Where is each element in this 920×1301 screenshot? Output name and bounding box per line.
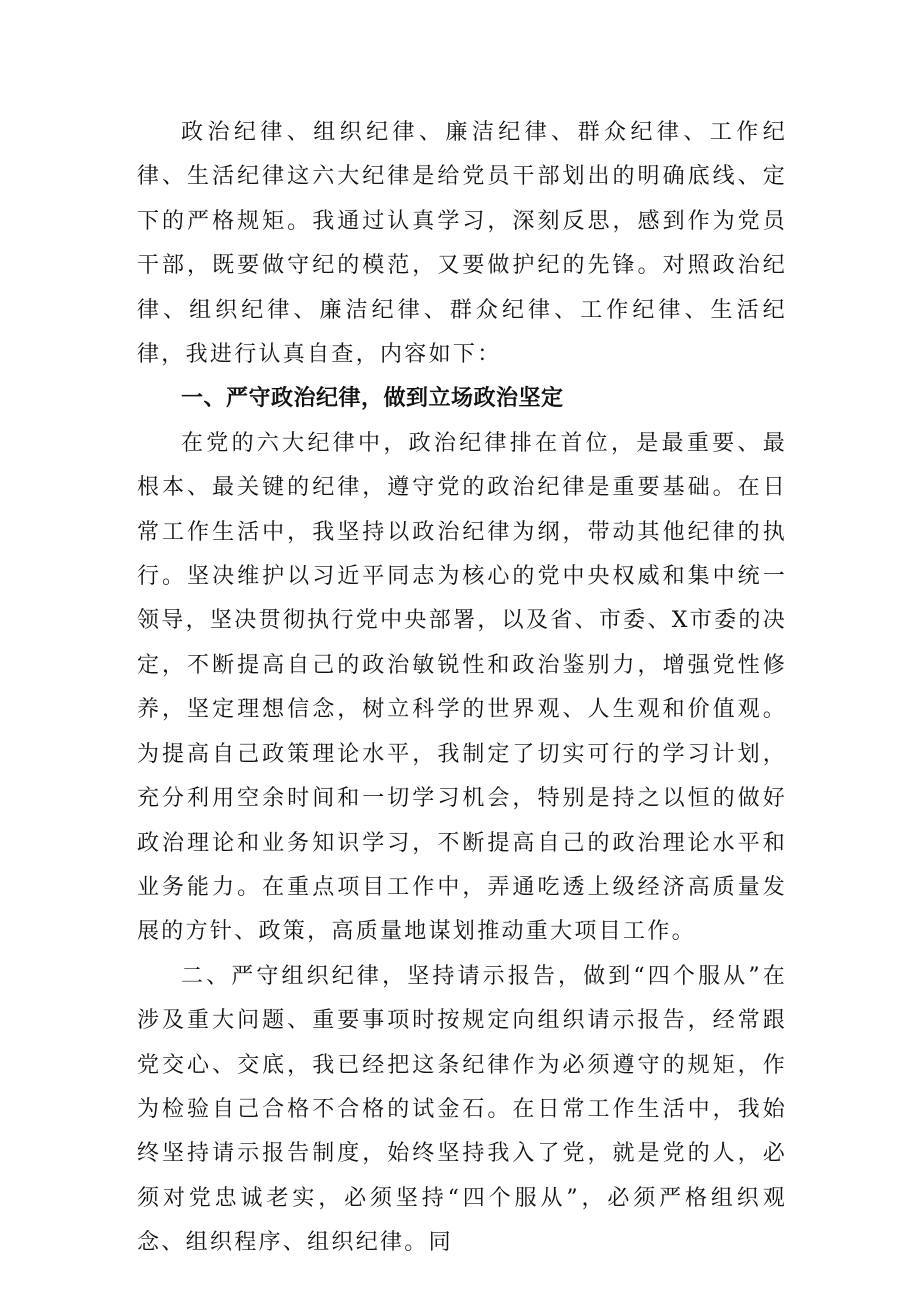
section-paragraph-political-discipline: 在党的六大纪律中，政治纪律排在首位，是最重要、最根本、最关键的纪律，遵守党的政治纪律是重要基础。在日常工作生活中，我坚持以政治纪律为纲，带动其他纪律的执行。坚决维护以习近平同志为核心的党中央权威和集中统一领导，坚决贯彻执行党中央部署，以及省、市委、X市委的决定，不断提高自己的政治敏锐性和政治鉴别力，增强党性修养，坚定理想信念，树立科学的世界观、人生观和价值观。为提高自己政策理论水平，我制定了切实可行的学习计划，充分利用空余时间和一切学习机会，特别是持之以恒的做好政治理论和业务知识学习，不断提高自己的政治理论水平和业务能力。在重点项目工作中，弄通吃透上级经济高质量发展的方针、政策，高质量地谋划推动重大项目工作。 [137,430,787,945]
section-heading-political-discipline: 一、严守政治纪律，做到立场政治坚定 [181,386,564,412]
intro-paragraph: 政治纪律、组织纪律、廉洁纪律、群众纪律、工作纪律、生活纪律这六大纪律是给党员干部划出的明确底线、定下的严格规矩。我通过认真学习，深刻反思，感到作为党员干部，既要做守纪的模范，又要做护纪的先锋。对照政治纪律、组织纪律、廉洁纪律、群众纪律、工作纪律、生活纪律，我进行认真自查，内容如下： [137,120,787,368]
document-body [137,111,787,1266]
section-paragraph-organizational-discipline: 二、严守组织纪律，坚持请示报告，做到“四个服从”在涉及重大问题、重要事项时按规定向组织请示报告，经常跟党交心、交底，我已经把这条纪律作为必须遵守的规矩，作为检验自己合格不合格的试金石。在日常工作生活中，我始终坚持请示报告制度，始终坚持我入了党，就是党的人，必须对党忠诚老实，必须坚持“四个服从”，必须严格组织观念、组织程序、组织纪律。同 [137,963,787,1256]
